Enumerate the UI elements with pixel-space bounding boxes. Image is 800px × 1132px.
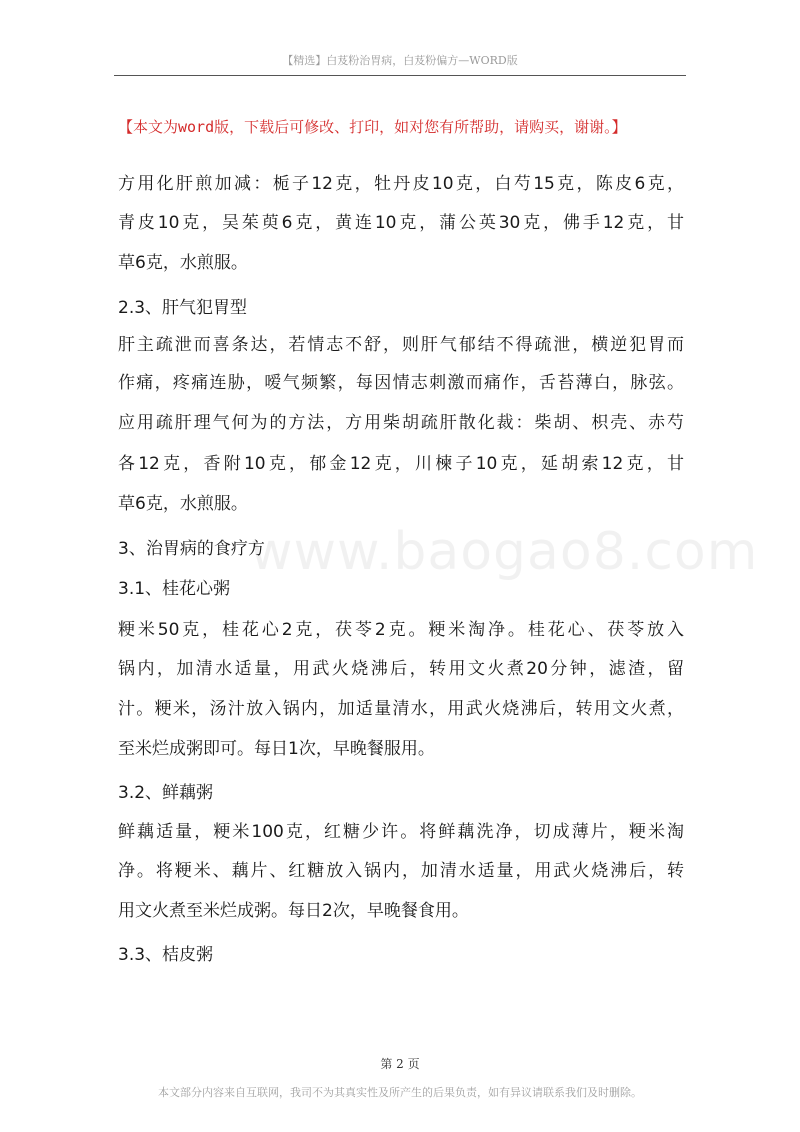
- document-line: 净。将粳米、藕片、红糖放入锅内，加清水适量，用武火烧沸后，转: [118, 861, 684, 881]
- page-header-title: 【精选】白芨粉治胃病，白芨粉偏方—WORD版: [282, 54, 518, 67]
- document-line: 用文火煮至米烂成粥。每日2次，早晚餐食用。: [118, 901, 469, 921]
- document-line: 方用化肝煎加减：栀子12克，牡丹皮10克，白芍15克，陈皮6克，: [118, 174, 684, 194]
- document-line: 草6克，水煎服。: [118, 494, 248, 514]
- document-line: 3.3、桔皮粥: [118, 945, 214, 965]
- document-line: 3、治胃病的食疗方: [118, 539, 265, 559]
- document-line: 鲜藕适量，粳米100克，红糖少许。将鲜藕洗净，切成薄片，粳米淘: [118, 822, 684, 842]
- header-divider: [114, 75, 686, 76]
- footer-disclaimer: 本文部分内容来自互联网，我司不为其真实性及所产生的后果负责，如有异议请联系我们及时删除。: [158, 1086, 642, 1099]
- document-line: 应用疏肝理气何为的方法，方用柴胡疏肝散化裁：柴胡、枳壳、赤芍: [118, 413, 684, 433]
- document-line: 至米烂成粥即可。每日1次，早晚餐服用。: [118, 739, 435, 759]
- document-line: 汁。粳米，汤汁放入锅内，加适量清水，用武火烧沸后，转用文火煮，: [118, 699, 684, 719]
- document-line: 3.2、鲜藕粥: [118, 783, 214, 803]
- document-line: 肝主疏泄而喜条达，若情志不舒，则肝气郁结不得疏泄，横逆犯胃而: [118, 335, 684, 355]
- document-line: 青皮10克，吴茱萸6克，黄连10克，蒲公英30克，佛手12克，甘: [118, 213, 684, 233]
- document-line: 3.1、桂花心粥: [118, 579, 231, 599]
- document-line: 锅内，加清水适量，用武火烧沸后，转用文火煮20分钟，滤渣，留: [118, 659, 684, 679]
- document-line: 2.3、肝气犯胃型: [118, 298, 248, 318]
- document-line: 作痛，疼痛连胁，嗳气频繁，每因情志刺激而痛作，舌苔薄白，脉弦。: [118, 373, 684, 393]
- page-number: 第 2 页: [380, 1057, 420, 1071]
- document-line: 粳米50克，桂花心2克，茯苓2克。粳米淘净。桂花心、茯苓放入: [118, 620, 684, 640]
- watermark: www.baogao8.com: [250, 522, 759, 582]
- download-notice: 【本文为word版，下载后可修改、打印，如对您有所帮助，请购买，谢谢。】: [118, 118, 627, 136]
- document-line: 各12克，香附10克，郁金12克，川楝子10克，延胡索12克，甘: [118, 454, 684, 474]
- document-line: 草6克，水煎服。: [118, 253, 248, 273]
